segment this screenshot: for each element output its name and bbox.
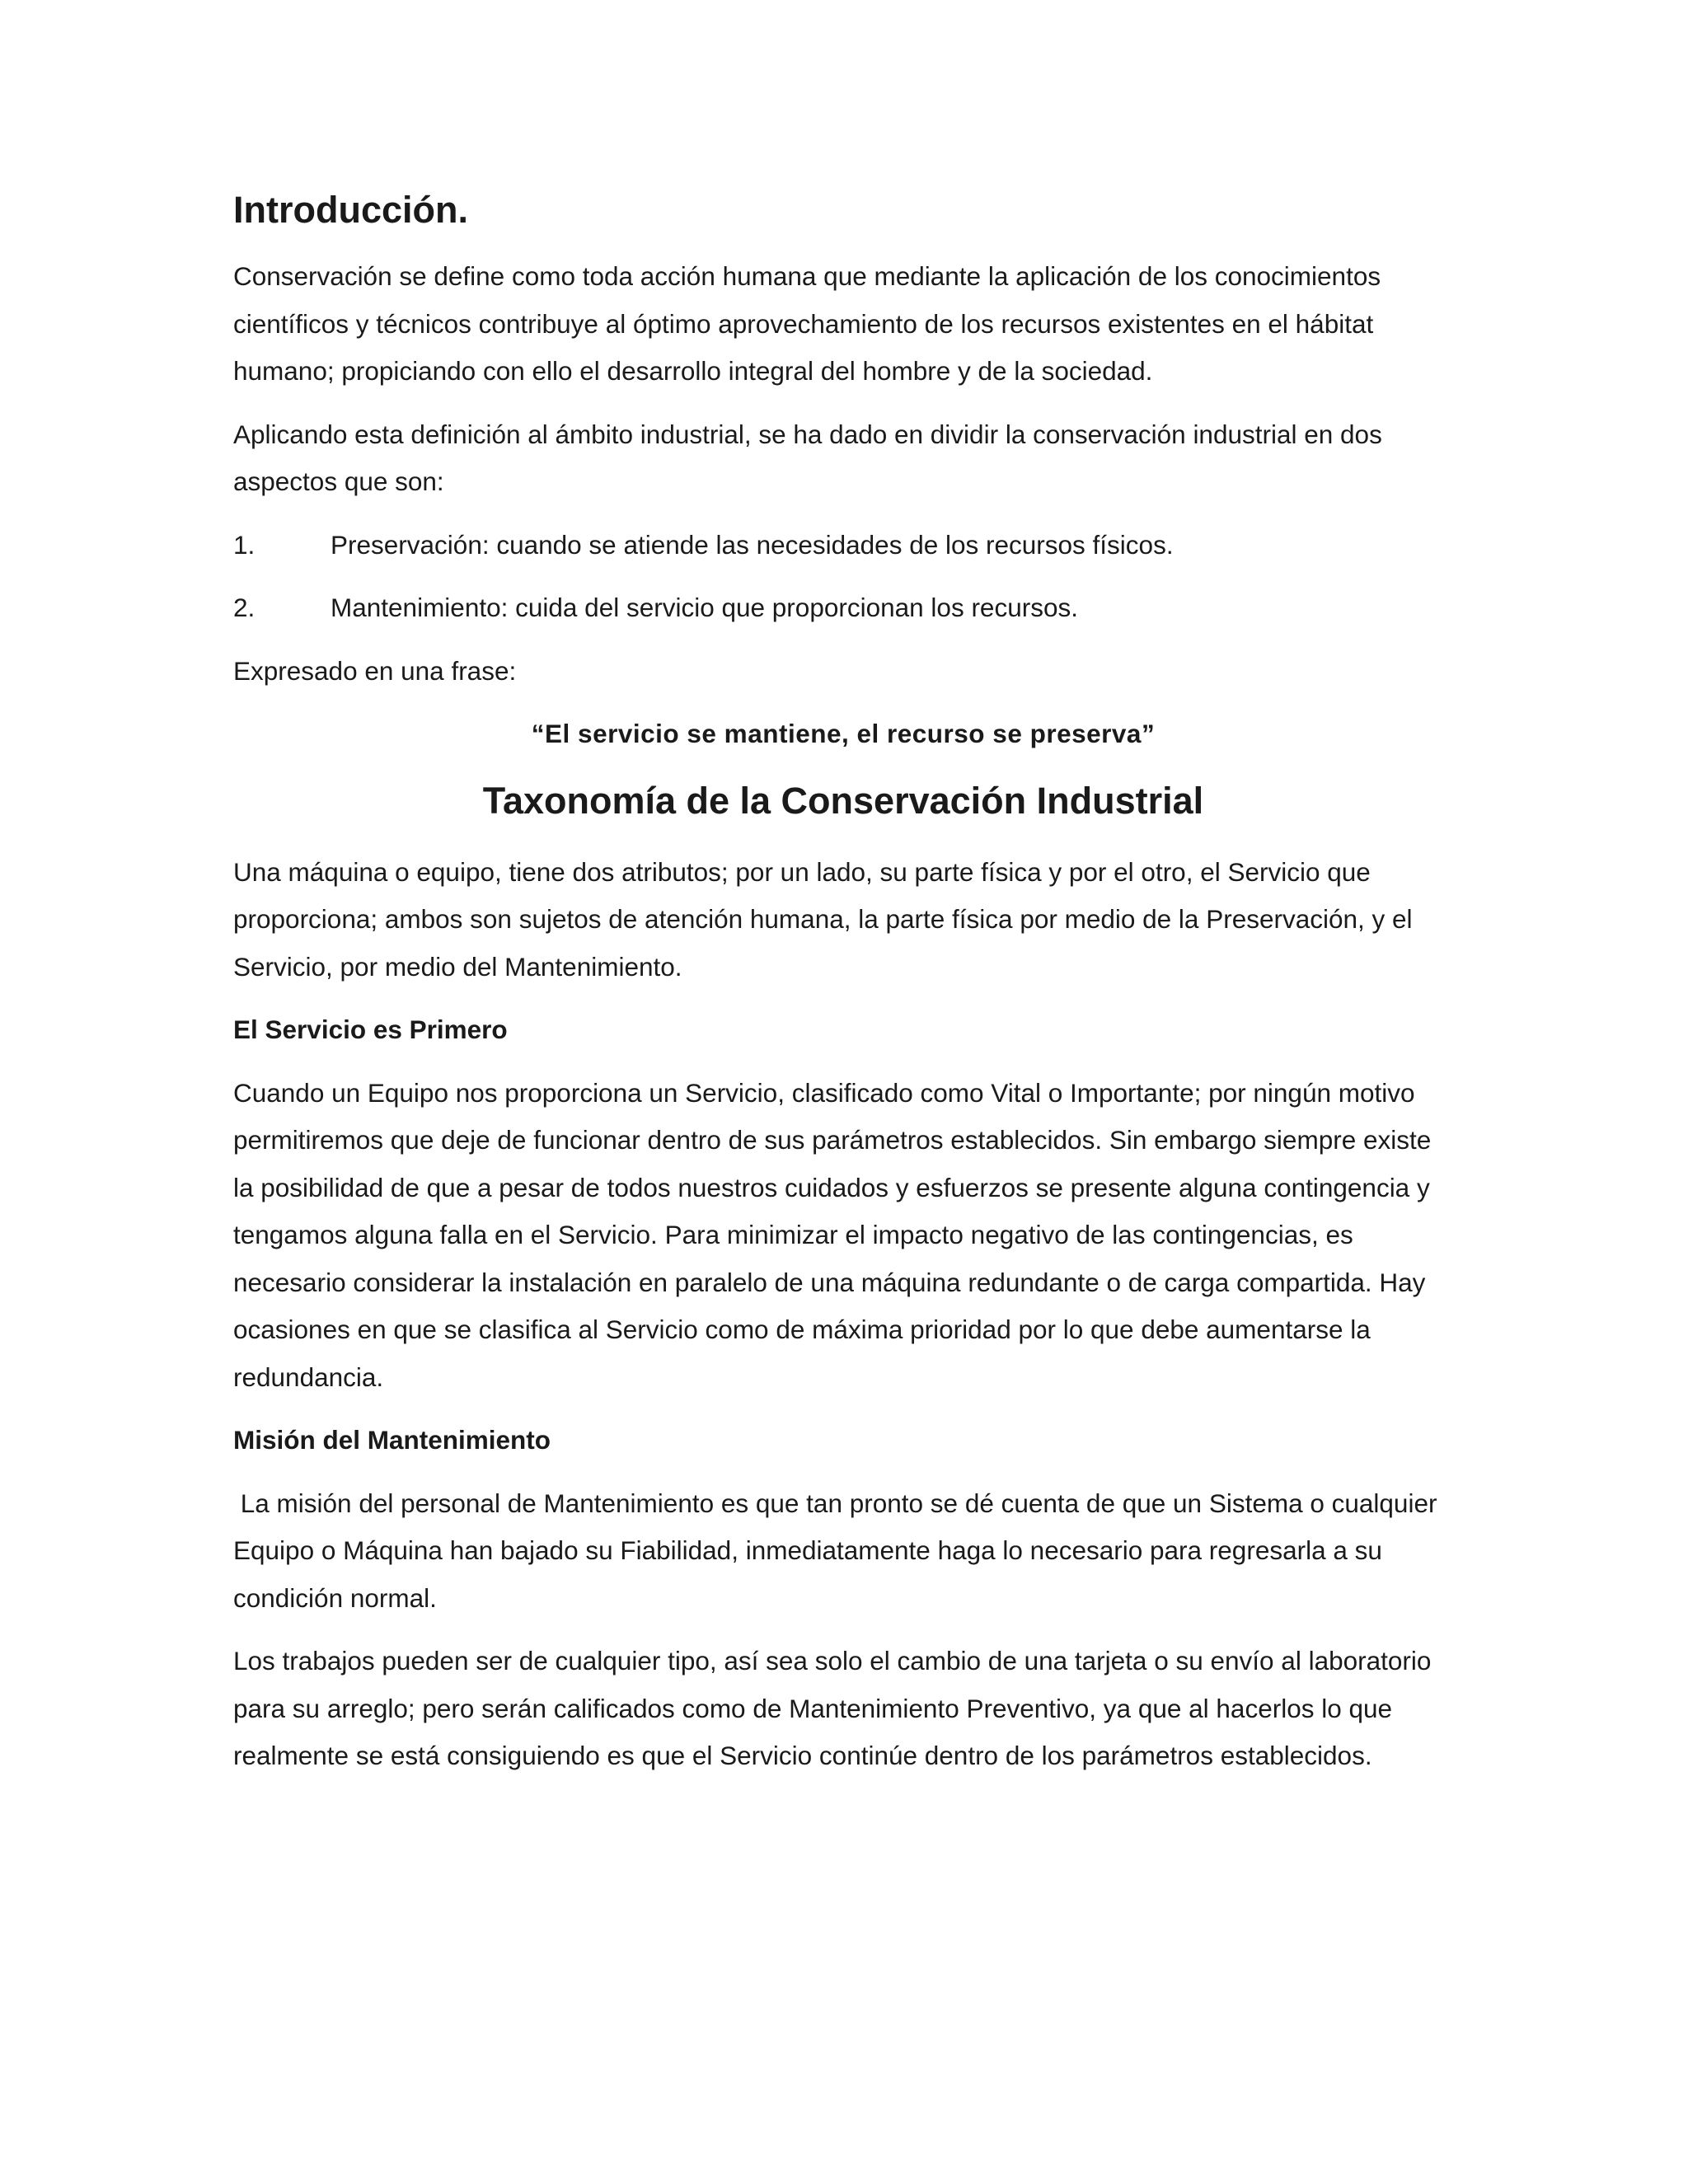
list-item [233,522,1453,569]
taxonomy-paragraph: Una máquina o equipo, tiene dos atributos; por un lado, su parte física y por el otro, el Servicio que proporciona; ambos son sujetos de atención humana, la parte física por medio de la Preservación, y el Servicio, por medio del Mantenimiento. [233,856,1413,982]
document-page [233,188,1453,1780]
subsection-title-mision: Misión del Mantenimiento [233,1425,551,1455]
list-item-text: Mantenimiento: cuida del servicio que proporcionan los recursos. [331,593,1078,622]
page-title: Introducción. [233,189,468,231]
list-item [233,584,1453,632]
mision-paragraph-2: Los trabajos pueden ser de cualquier tipo, así sea solo el cambio de una tarjeta o su envío al laboratorio para su arreglo; pero serán calificados como de Mantenimiento Preventivo, ya que al hacerlos lo que realmente se está consiguiendo es que el Servicio continúe dentro de los parámetros establecidos. [233,1646,1432,1770]
phrase-intro: Expresado en una frase: [233,655,517,686]
list-item-number: 2. [233,593,256,622]
mision-paragraph-1: La misión del personal de Mantenimiento es que tan pronto se dé cuenta de que un Sistema o cualquier Equipo o Máquina han bajado su Fiabilidad, inmediatamente haga lo necesario para regresarla a su condición normal. [233,1488,1445,1613]
list-item-text: Preservación: cuando se atiende las necesidades de los recursos físicos. [331,529,1174,560]
servicio-paragraph: Cuando un Equipo nos proporciona un Servicio, clasificado como Vital o Importante; por ningún motivo permitiremos que deje de funcionar dentro de sus parámetros establecidos. Sin embargo siempre existe la posibilidad de que a pesar de todos nuestros cuidados y esfuerzos se presente alguna contingencia y tengamos alguna falla en el Servicio. Para minimizar el impacto negativo de las contingencias, es necesario considerar la instalación en paralelo de una máquina redundante o de carga compartida. Hay ocasiones en que se clasifica al Servicio como de máxima prioridad por lo que debe aumentarse la redundancia. [233,1077,1432,1392]
list-item-number: 1. [233,529,256,560]
quote: “El servicio se mantiene, el recurso se preserva” [531,719,1156,748]
intro-paragraph-2: Aplicando esta definición al ámbito industrial, se ha dado en dividir la conservación industrial en dos aspectos que son: [233,419,1382,496]
subsection-title-servicio: El Servicio es Primero [233,1015,508,1044]
section-title: Taxonomía de la Conservación Industrial [482,779,1204,822]
intro-paragraph-1: Conservación se define como toda acción humana que mediante la aplicación de los conocimientos científicos y técnicos contribuye al óptimo aprovechamiento de los recursos existentes en el hábitat humano; propiciando con ello el desarrollo integral del hombre y de la sociedad. [233,261,1381,386]
